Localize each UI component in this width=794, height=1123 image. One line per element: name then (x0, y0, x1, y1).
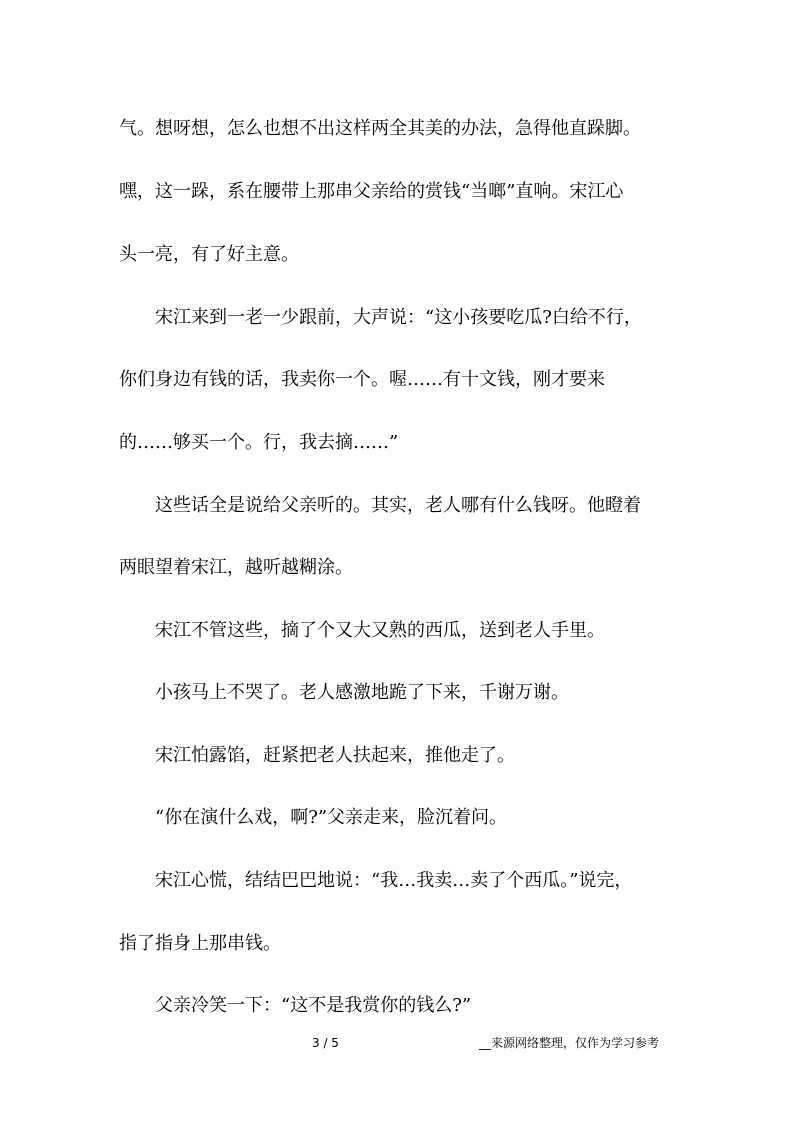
text-line: 气。想呀想，怎么也想不出这样两全其美的办法，急得他直跺脚。 (119, 118, 641, 139)
text-line: 你们身边有钱的话，我卖你一个。喔……有十文钱，刚才要来 (119, 369, 605, 390)
text-line: 小孩马上不哭了。老人感激地跪了下来，千谢万谢。 (119, 682, 569, 703)
text-line: 的……够买一个。行，我去摘……” (119, 432, 399, 453)
text-line: 嘿，这一跺，系在腰带上那串父亲给的赏钱“当啷”直响。宋江心 (119, 181, 624, 202)
text-line: 宋江来到一老一少跟前，大声说：“这小孩要吃瓜?白给不行， (119, 307, 642, 328)
text-line: 宋江怕露馅，赶紧把老人扶起来，推他走了。 (119, 745, 515, 766)
text-line: 父亲冷笑一下：“这不是我赏你的钱么?” (119, 995, 472, 1016)
text-line: 头一亮，有了好主意。 (119, 244, 299, 265)
text-line: 宋江心慌，结结巴巴地说：“我…我卖…卖了个西瓜。”说完， (119, 870, 633, 891)
text-line: 两眼望着宋江，越听越糊涂。 (119, 557, 353, 578)
source-note: __来源网络整理，仅作为学习参考 (479, 1036, 660, 1050)
text-line: 这些话全是说给父亲听的。其实，老人哪有什么钱呀。他瞪着 (119, 495, 641, 516)
text-line: “你在演什么戏，啊?”父亲走来，脸沉着问。 (119, 807, 508, 828)
text-line: 宋江不管这些，摘了个又大又熟的西瓜，送到老人手里。 (119, 620, 605, 641)
text-line: 指了指身上那串钱。 (119, 933, 281, 954)
page-number: 3 / 5 (312, 1036, 339, 1050)
